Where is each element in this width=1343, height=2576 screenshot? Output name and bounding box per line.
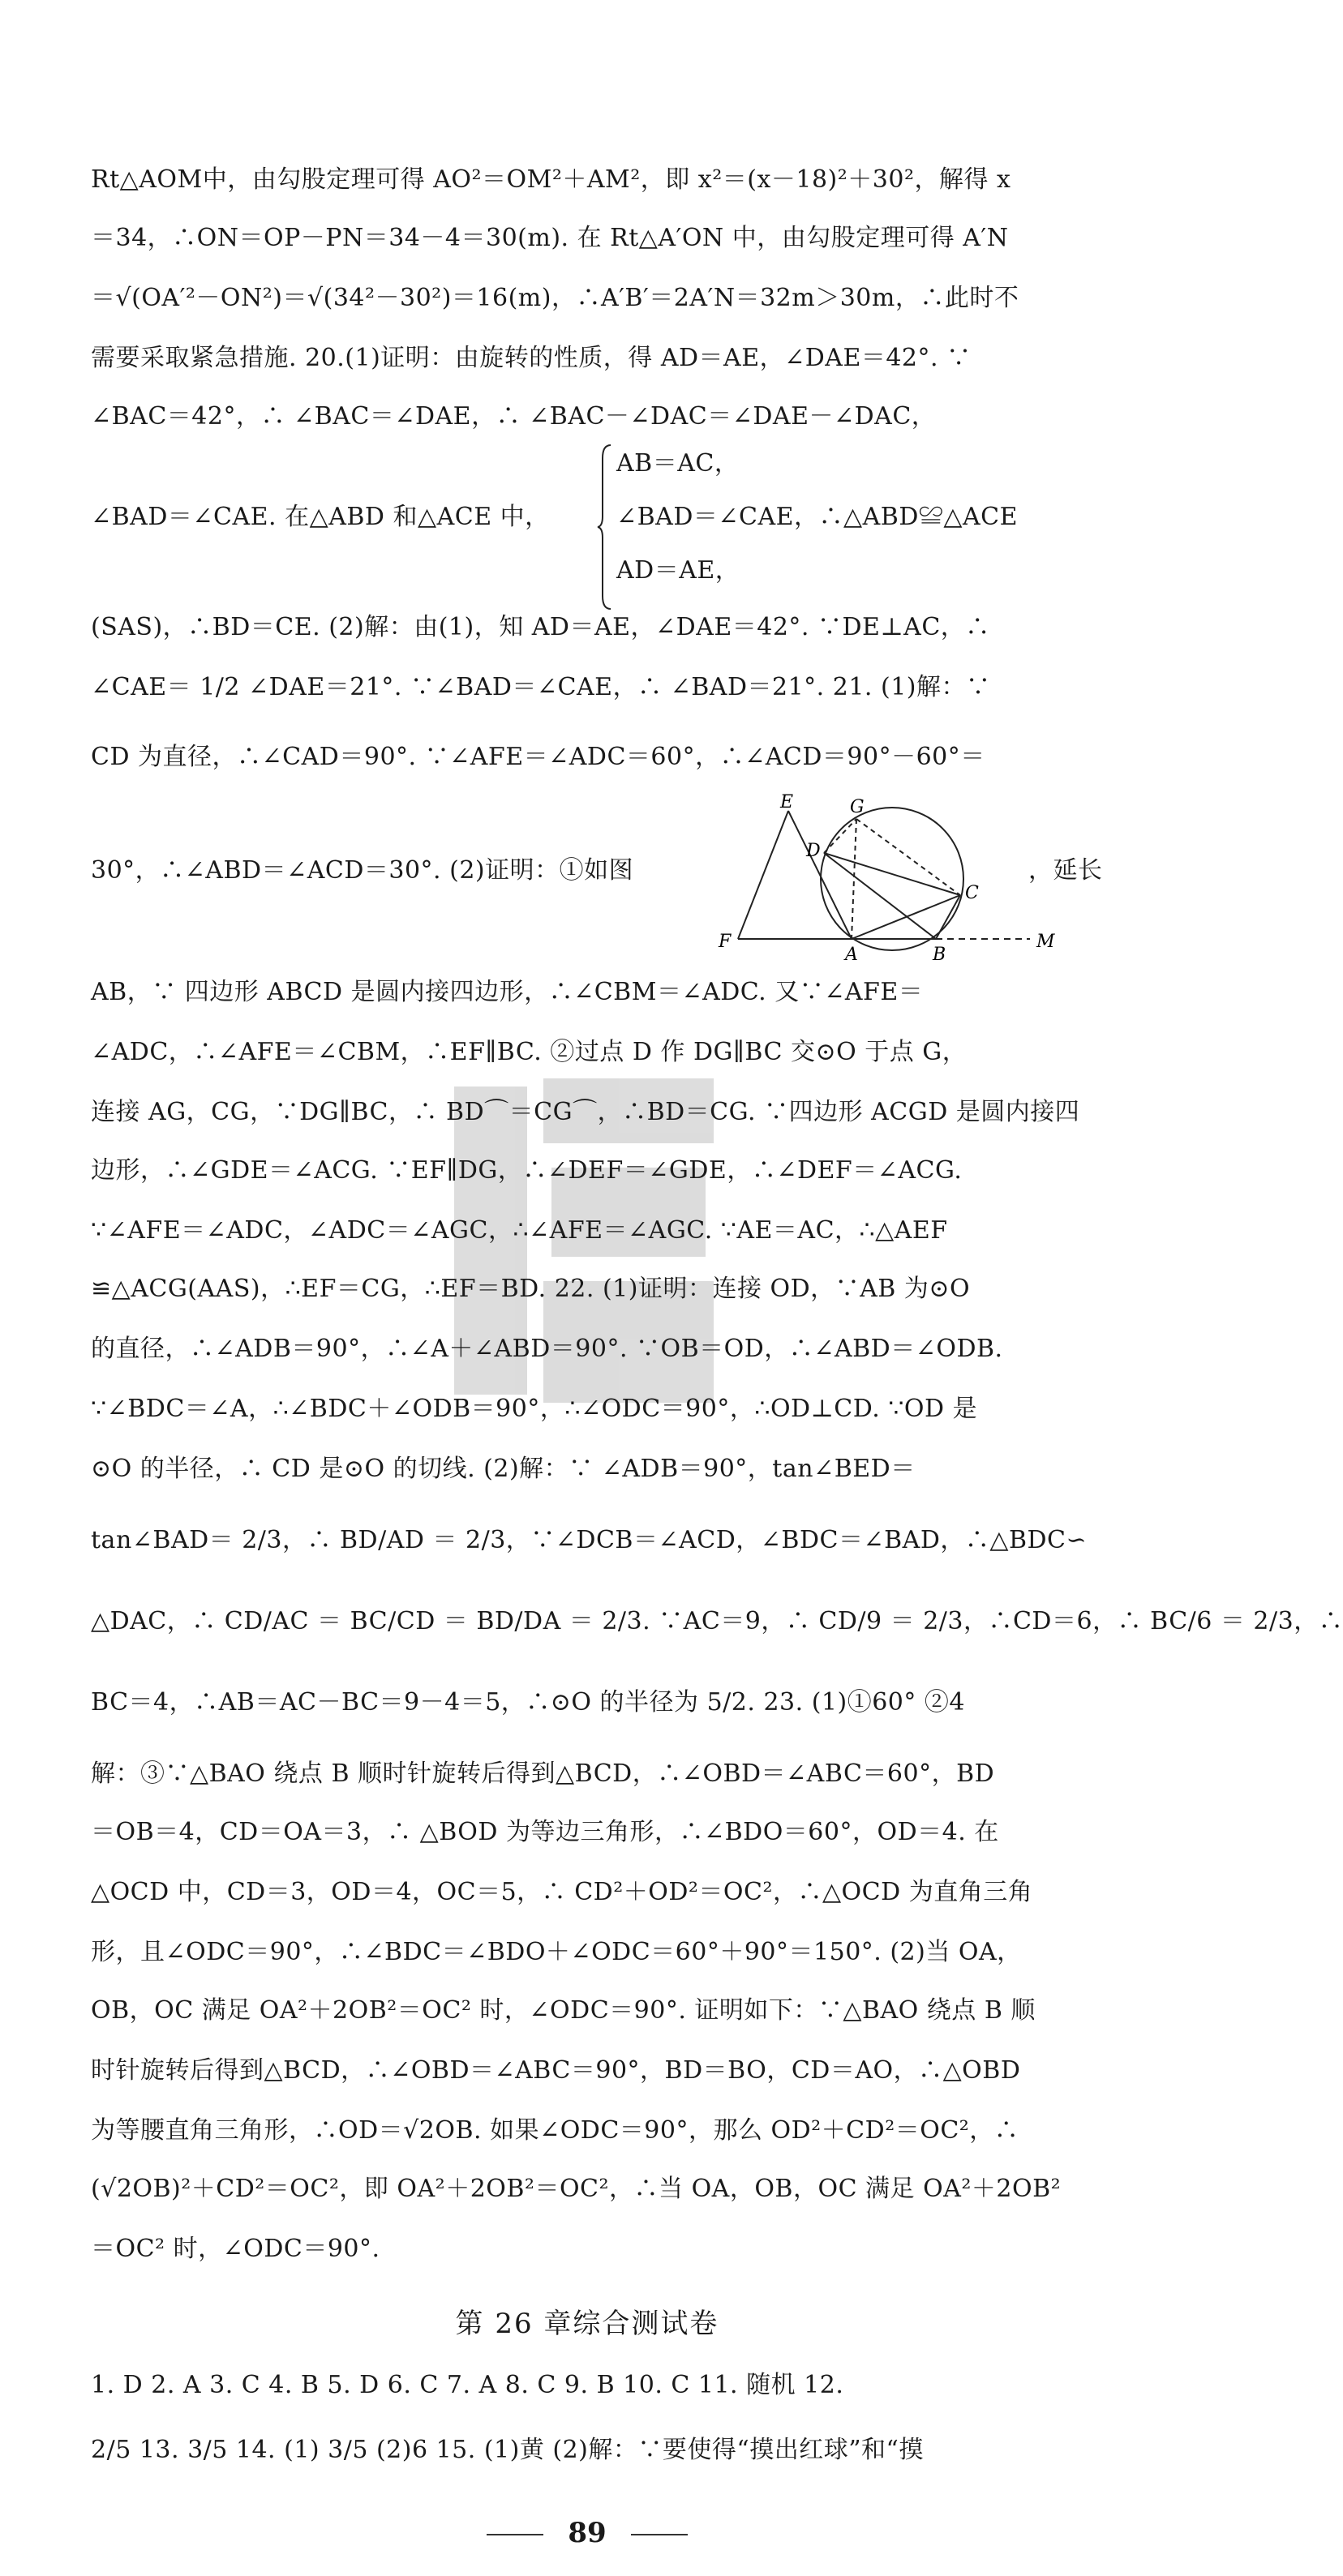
text-line: 为等腰直角三角形，∴OD＝√2OB. 如果∠ODC＝90°，那么 OD²＋CD²＝OC²，∴ (91, 2116, 1019, 2145)
text-line: CD 为直径，∴∠CAD＝90°. ∵∠AFE＝∠ADC＝60°，∴∠ACD＝90°－60°＝ (91, 743, 985, 771)
page-number-row (0, 2514, 1174, 2552)
text-line: tan∠BAD＝ 2/3，∴ BD/AD ＝ 2/3，∵∠DCB＝∠ACD，∠BDC＝∠BAD，∴△BDC∽ (91, 1526, 1088, 1554)
text-line: 的直径，∴∠ADB＝90°，∴∠A＋∠ABD＝90°. ∵OB＝OD，∴∠ABD＝∠ODB. (91, 1335, 1003, 1363)
text-line: △DAC，∴ CD/AC ＝ BC/CD ＝ BD/DA ＝ 2/3. ∵AC＝9，∴ CD/9 ＝ 2/3，∴CD＝6，∴ BC/6 ＝ 2/3，∴ (91, 1607, 1343, 1635)
text-line: 边形，∴∠GDE＝∠ACG. ∵EF∥DG，∴∠DEF＝∠GDE，∴∠DEF＝∠ACG. (91, 1156, 963, 1185)
text-line: ＝OB＝4，CD＝OA＝3，∴ △BOD 为等边三角形，∴∠BDO＝60°，OD＝4. 在 (91, 1818, 999, 1846)
geometry-figure (689, 792, 1071, 973)
label-a: A (845, 945, 858, 965)
label-g: G (850, 797, 865, 817)
label-c: C (965, 883, 979, 903)
text-line: ∠CAE＝ 1/2 ∠DAE＝21°. ∵∠BAD＝∠CAE，∴ ∠BAD＝21°. 21. (1)解：∵ (91, 673, 991, 701)
text-line: 解：③∵△BAO 绕点 B 顺时针旋转后得到△BCD，∴∠OBD＝∠ABC＝60°，BD (91, 1759, 995, 1788)
text-line: 30°，∴∠ABD＝∠ACD＝30°. (2)证明：①如图 (91, 856, 634, 885)
text-line: ＝34，∴ON＝OP－PN＝34－4＝30(m). 在 Rt△A′ON 中，由勾股定理可得 A′N (91, 224, 1009, 252)
text-line: BC＝4，∴AB＝AC－BC＝9－4＝5，∴⊙O 的半径为 5/2. 23. (1)①60° ②4 (91, 1688, 965, 1717)
text-line: ＝√(OA′²－ON²)＝√(34²－30²)＝16(m)，∴A′B′＝2A′N＝32m＞30m，∴此时不 (91, 284, 1019, 312)
text-line: ⊙O 的半径，∴ CD 是⊙O 的切线. (2)解：∵ ∠ADB＝90°，tan∠BED＝ (91, 1455, 916, 1483)
label-d: D (806, 841, 821, 861)
text-line: ∠BAD＝∠CAE. 在△ABD 和△ACE 中， (91, 503, 550, 531)
text-line: (SAS)，∴BD＝CE. (2)解：由(1)，知 AD＝AE，∠DAE＝42°. ∵DE⊥AC，∴ (91, 613, 990, 641)
system-line: AD＝AE， (616, 556, 740, 585)
label-e: E (780, 792, 794, 812)
text-line: OB，OC 满足 OA²＋2OB²＝OC² 时，∠ODC＝90°. 证明如下：∵△BAO 绕点 B 顺 (91, 1996, 1036, 2025)
text-line: Rt△AOM中，由勾股定理可得 AO²＝OM²＋AM²，即 x²＝(x－18)²＋30²，解得 x (91, 165, 1011, 194)
text-line: 时针旋转后得到△BCD，∴∠OBD＝∠ABC＝90°，BD＝BO，CD＝AO，∴△OBD (91, 2056, 1021, 2085)
section-title: 第 26 章综合测试卷 (455, 2308, 719, 2340)
text-line: ，延长 (1028, 856, 1103, 885)
divider (631, 2534, 688, 2535)
label-f: F (719, 932, 732, 952)
brace-icon (596, 442, 612, 612)
answer-line: 1. D 2. A 3. C 4. B 5. D 6. C 7. A 8. C 9. B 10. C 11. 随机 12. (91, 2371, 844, 2399)
text-line: (√2OB)²＋CD²＝OC²，即 OA²＋2OB²＝OC²，∴当 OA，OB，OC 满足 OA²＋2OB² (91, 2175, 1062, 2203)
system-line: AB＝AC， (616, 449, 740, 478)
label-m: M (1036, 932, 1055, 952)
text-line: ∠ADC，∴∠AFE＝∠CBM，∴EF∥BC. ②过点 D 作 DG∥BC 交⊙O 于点 G， (91, 1038, 968, 1066)
divider (487, 2534, 543, 2535)
text-line: 连接 AG，CG，∵DG∥BC，∴ BD⌒＝CG⌒，∴BD＝CG. ∵四边形 ACGD 是圆内接四 (91, 1098, 1080, 1126)
page-number: 89 (568, 2517, 607, 2549)
text-line: ∵∠BDC＝∠A，∴∠BDC＋∠ODB＝90°，∴∠ODC＝90°，∴OD⊥CD. ∵OD 是 (91, 1395, 978, 1423)
text-line: AB，∵ 四边形 ABCD 是圆内接四边形，∴∠CBM＝∠ADC. 又∵∠AFE＝ (91, 978, 924, 1006)
text-line: 需要采取紧急措施. 20.(1)证明：由旋转的性质，得 AD＝AE，∠DAE＝42°. ∵ (91, 344, 972, 372)
text-line: △OCD 中，CD＝3，OD＝4，OC＝5，∴ CD²＋OD²＝OC²，∴△OCD 为直角三角 (91, 1878, 1033, 1906)
text-line: ∵∠AFE＝∠ADC，∠ADC＝∠AGC，∴∠AFE＝∠AGC. ∵AE＝AC，∴△AEF (91, 1216, 948, 1245)
label-b: B (933, 945, 946, 965)
text-line: ＝OC² 时，∠ODC＝90°. (91, 2235, 380, 2263)
text-line: ≌△ACG(AAS)，∴EF＝CG，∴EF＝BD. 22. (1)证明：连接 OD，∵AB 为⊙O (91, 1275, 971, 1303)
answer-line: 2/5 13. 3/5 14. (1) 3/5 (2)6 15. (1)黄 (2)解：∵要使得“摸出红球”和“摸 (91, 2436, 924, 2464)
text-line: 形，且∠ODC＝90°，∴∠BDC＝∠BDO＋∠ODC＝60°＋90°＝150°. (2)当 OA， (91, 1938, 1022, 1966)
system-line: ∠BAD＝∠CAE，∴△ABD≌△ACE (616, 503, 1018, 531)
text-line: ∠BAC＝42°，∴ ∠BAC＝∠DAE，∴ ∠BAC－∠DAC＝∠DAE－∠DAC， (91, 402, 937, 431)
